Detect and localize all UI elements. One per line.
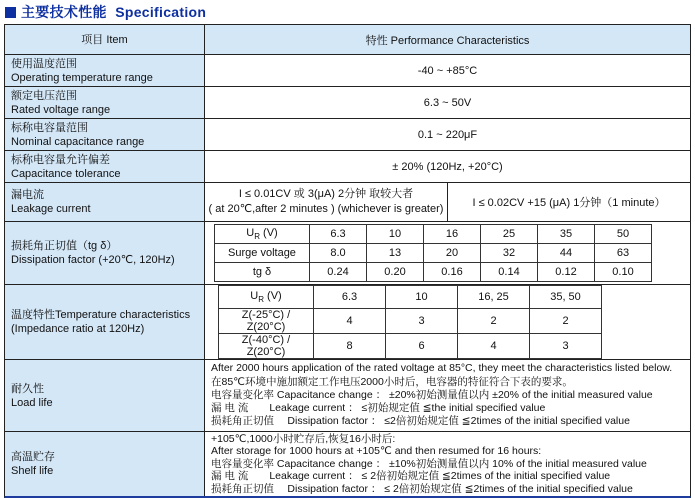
temperature-voltage-row: $U_R$ (V) 6.3 10 16, 25 35, 50 <box>219 286 602 309</box>
row-load-life <box>5 360 690 432</box>
row-label: 高温贮存 Shelf life <box>5 432 205 496</box>
dissipation-value-area <box>205 222 690 284</box>
impedance-minus40-row: Z(-40°C) / Z(20°C) 8 6 4 3 <box>219 334 602 359</box>
dissipation-table <box>214 224 652 282</box>
specification-table <box>4 24 691 498</box>
dissipation-voltage-row: $U_R$ (V) 6.3 10 16 25 35 50 <box>215 225 652 244</box>
row-value: ± 20% (120Hz, +20°C) <box>392 160 503 173</box>
row-label: 使用温度范围 Operating temperature range <box>5 55 205 86</box>
row-temperature-characteristics <box>5 285 690 360</box>
page-title-text: 主要技术性能 Specification <box>21 4 207 20</box>
row-label: 耐久性 Load life <box>5 360 205 431</box>
table-header-row <box>5 25 690 55</box>
shelf-life-description: +105℃,1000小时贮存后,恢复16小时后: After storage for 1000 hours at +105℃ and then resumed for 16 hours: 电容量变化率 Capacitance change ： ±10%初始测量值以内 10% of the initial measured value 漏 电 流 Leakage current ： ≤ 2倍初始规定值 ≦2times of the initial specified value 损耗角正切值 Dissipation factor ： ≤ 2倍初始规定值 ≦2times of the initial specified value <box>211 432 647 495</box>
load-life-description: After 2000 hours application of the rated voltage at 85°C, they meet the characteristics listed below. 在85℃环境中施加额定工作电压2000小时后，电容器的特征符合下表的要求。 电容量变化率 Capacitance change ： ±20%初始测量值以内 ±20% of the initial measured value 漏 电 流 Leakage current ： ≤初始规定值 ≦the initial specified value 损耗角正切值 Dissipation factor ： ≤2倍初始规定值 ≦2times of the initial specified value <box>211 362 673 428</box>
surge-voltage-row: Surge voltage 8.0 13 20 32 44 63 <box>215 244 652 263</box>
row-nominal-capacitance <box>5 119 690 151</box>
row-leakage-current <box>5 183 690 222</box>
row-label: 漏电流 Leakage current <box>5 183 205 221</box>
temperature-value-area <box>205 285 690 359</box>
row-label: 标称电容量允许偏差 Capacitance tolerance <box>5 151 205 182</box>
row-shelf-life <box>5 432 690 496</box>
temperature-table <box>218 285 602 359</box>
row-dissipation-factor <box>5 222 690 285</box>
row-value: 0.1 ~ 220μF <box>417 128 478 141</box>
ur-label-cell: $U_R$ (V) <box>219 286 314 309</box>
header-characteristics-cell: 特性 Performance Characteristics <box>205 25 690 54</box>
row-value: -40 ~ +85°C <box>417 64 478 77</box>
title-bullet-icon <box>5 7 16 18</box>
tg-delta-row: tg δ 0.24 0.20 0.16 0.14 0.12 0.10 <box>215 263 652 282</box>
impedance-minus25-row: Z(-25°C) / Z(20°C) 4 3 2 2 <box>219 309 602 334</box>
row-label: 额定电压范围 Rated voltage range <box>5 87 205 118</box>
row-label: 损耗角正切值（tg δ） Dissipation factor (+20℃, 120Hz) <box>5 222 205 284</box>
row-rated-voltage <box>5 87 690 119</box>
ur-label-cell: $U_R$ (V) <box>215 225 310 244</box>
row-operating-temperature <box>5 55 690 87</box>
row-label: 标称电容量范围 Nominal capacitance range <box>5 119 205 150</box>
row-value: 6.3 ~ 50V <box>423 96 472 109</box>
row-label: 温度特性Temperature characteristics (Impedance ratio at 120Hz) <box>5 285 205 359</box>
leakage-condition-1min: I ≤ 0.02CV +15 (μA) 1分钟（1 minute） <box>472 197 666 209</box>
page-title <box>0 0 695 24</box>
leakage-condition-20c: I ≤ 0.01CV 或 3(μA) 2分钟 取较大者 ( at 20℃,after 2 minutes ) (whichever is greater) <box>205 183 448 221</box>
row-capacitance-tolerance <box>5 151 690 183</box>
header-item-cell: 项目 Item <box>5 25 205 54</box>
